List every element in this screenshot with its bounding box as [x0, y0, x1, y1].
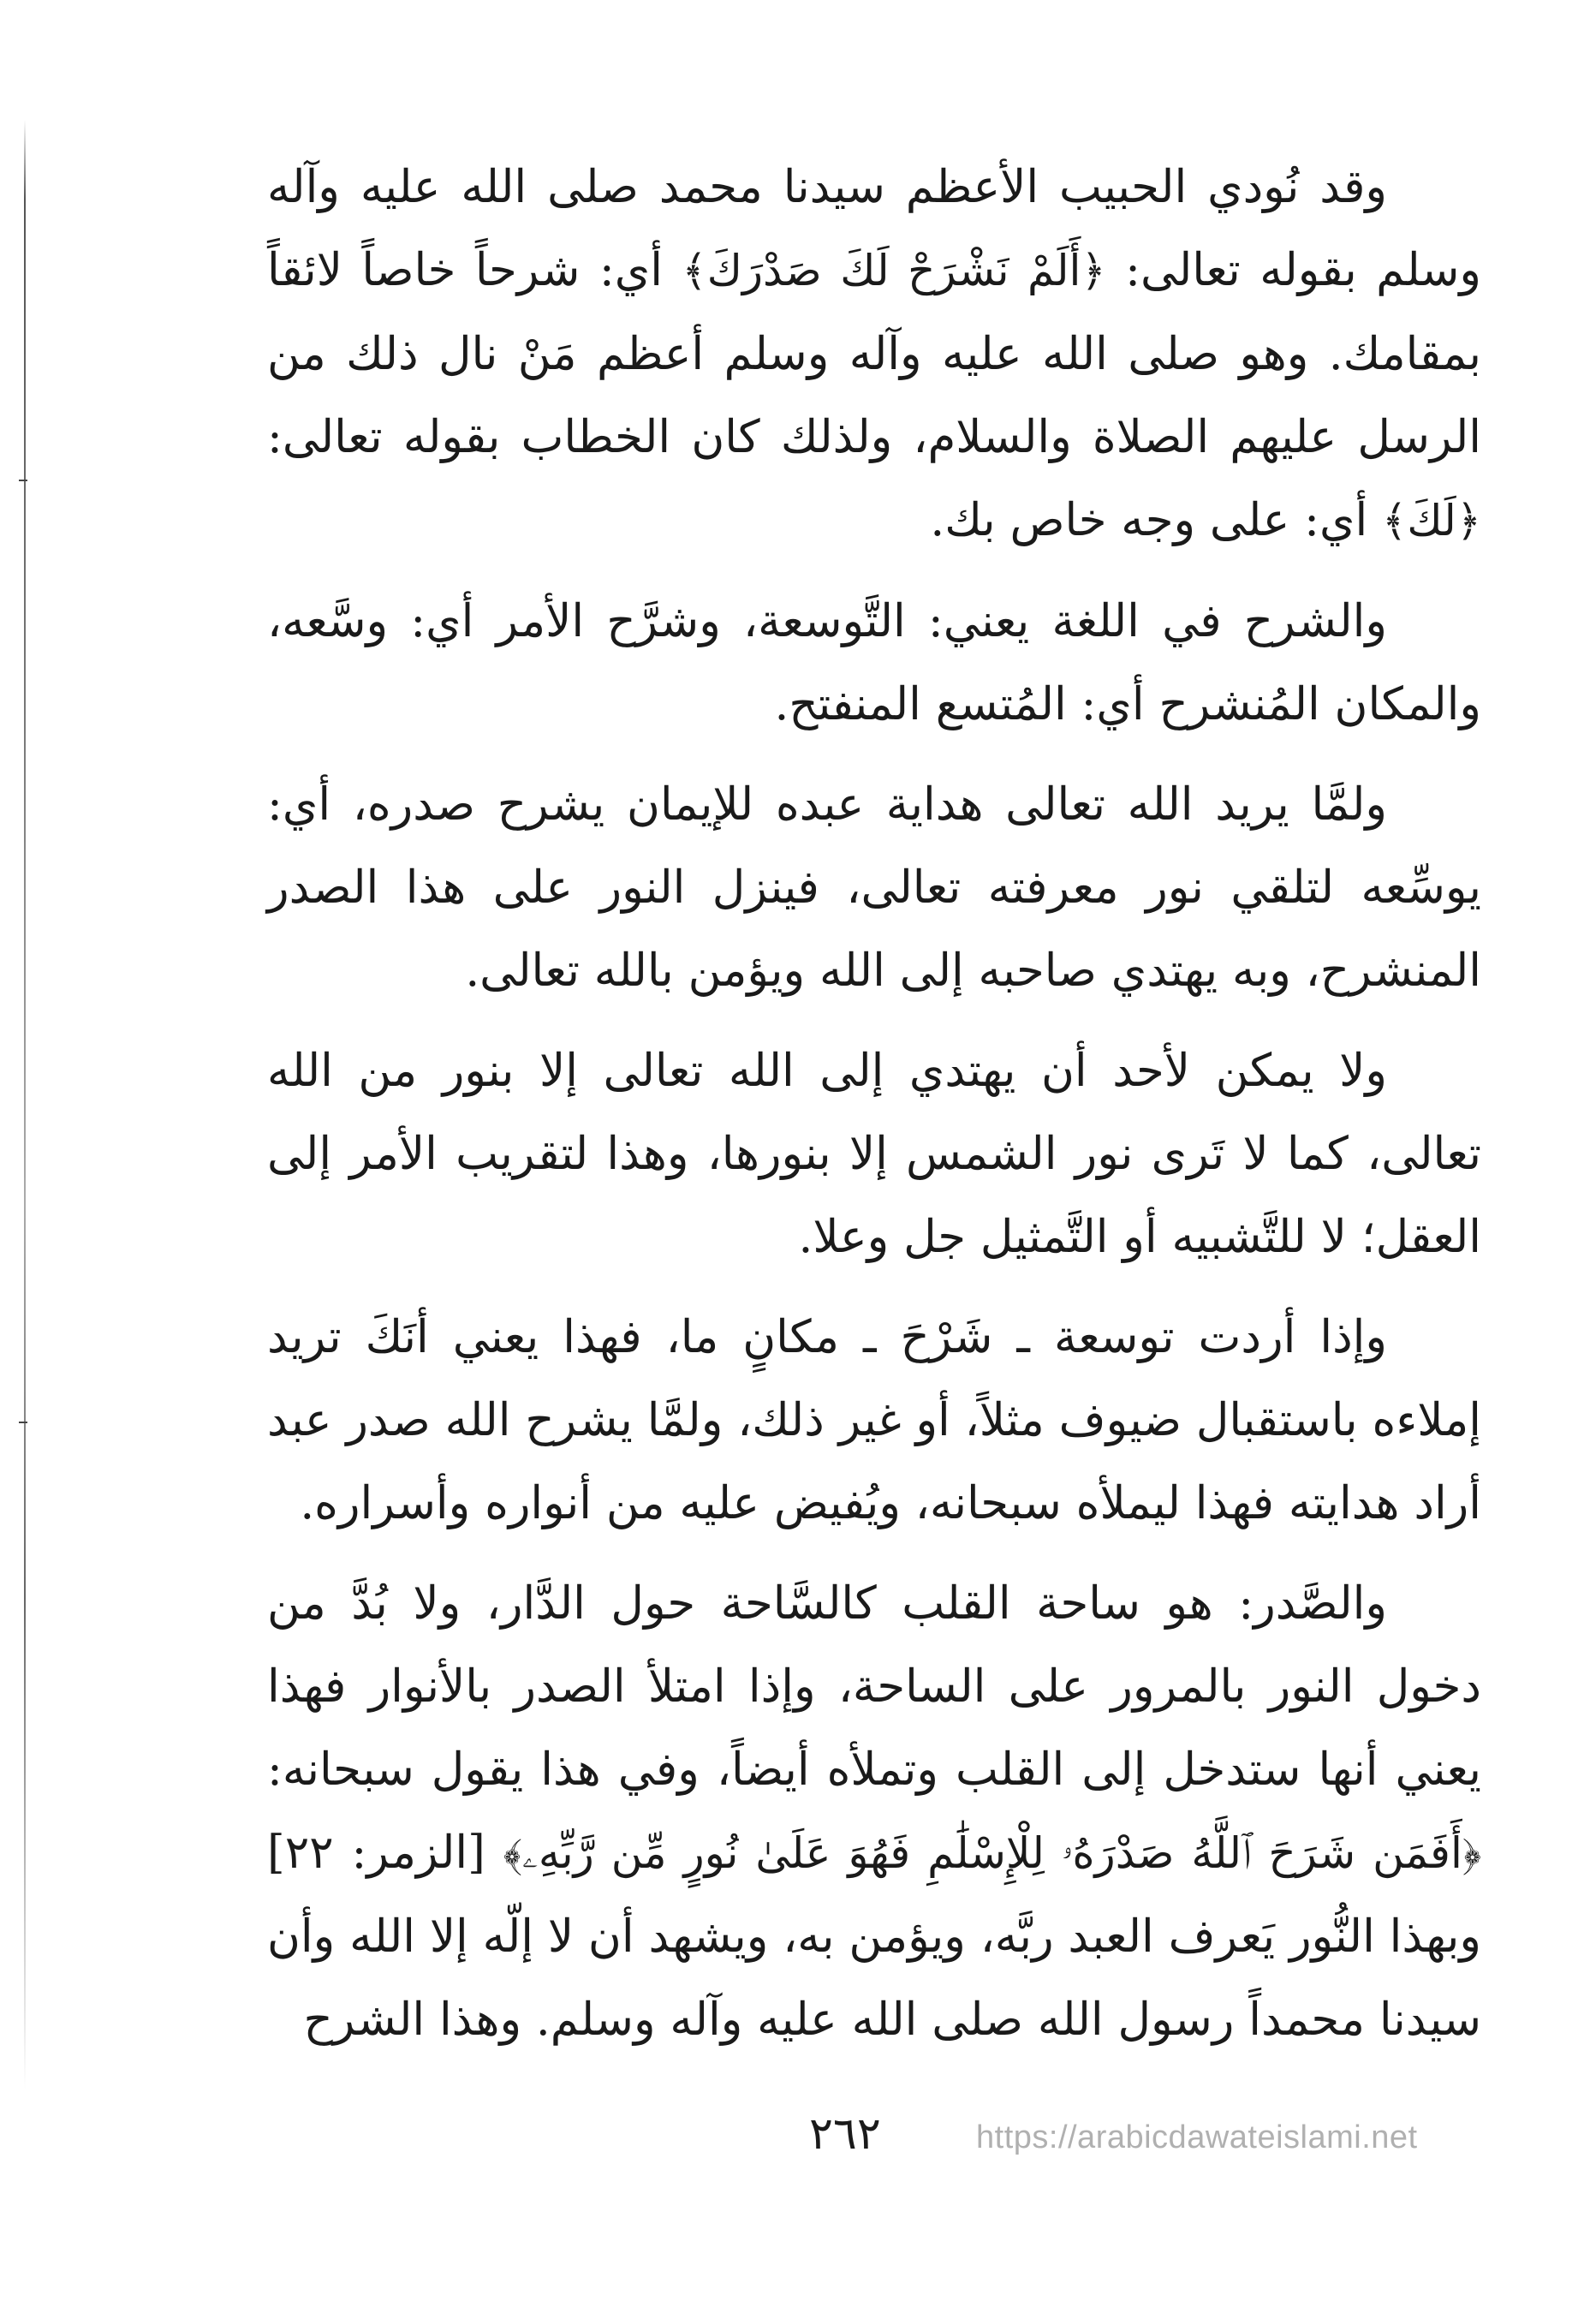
paragraph: [267, 1296, 1481, 1545]
quran-verse: ﴿أَفَمَن شَرَحَ ٱللَّهُ صَدْرَهُۥ لِلْإِسْلَٰمِ فَهُوَ عَلَىٰ نُورٍ مِّن رَّبِّهِۦ﴾: [503, 1828, 1481, 1878]
paragraph-text: أي: شرحاً خاصاً لائقاً بمقامك. وهو صلى الله عليه وآله وسلم أعظم مَنْ نال ذلك من الرسل عليهم الصلاة والسلام، ولذلك كان الخطاب بقوله تعالى:: [267, 244, 1481, 463]
quran-verse: ﴿لَكَ﴾: [1382, 496, 1481, 545]
paragraph-text: ولمَّا يريد الله تعالى هداية عبده للإيمان يشرح صدره، أي: يوسِّعه لتلقي نور معرفته تعالى، فينزل النور على هذا الصدر المنشرح، وبه يهتدي صاحبه إلى الله ويؤمن بالله تعالى.: [267, 778, 1481, 997]
paragraph-text: وإذا أردت توسعة ـ شَرْحَ ـ مكانٍ ما، فهذا يعني أنَكَ تريد إملاءه باستقبال ضيوف مثلاً، أو غير ذلك، ولمَّا يشرح الله صدر عبد أراد هدايته فهذا ليملأه سبحانه، ويُفيض عليه من أنواره وأسراره.: [267, 1311, 1481, 1529]
quran-verse: ﴿أَلَمْ نَشْرَحْ لَكَ صَدْرَكَ﴾: [682, 246, 1106, 295]
paragraph-text: [الزمر: ٢٢] وبهذا النُّور يَعرف العبد ربَّه، ويؤمن به، ويشهد أن لا إلّه إلا الله وأن سيدنا محمداً رسول الله صلى الله عليه وآله وسلم. وهذا الشرح: [267, 1827, 1481, 2046]
paragraph-text: وقد نُودي الحبيب الأعظم سيدنا محمد صلى الله عليه وآله وسلم بقوله تعالى:: [267, 161, 1481, 296]
scan-edge-tick: [19, 480, 27, 481]
site-watermark: https://arabicdawateislami.net: [976, 2119, 1418, 2155]
paragraph-text: والشرح في اللغة يعني: التَّوسعة، وشرَّح الأمر أي: وسَّعه، والمكان المُنشرح أي: المُتسع المنفتح.: [267, 595, 1481, 730]
paragraph: [267, 580, 1481, 746]
paragraph: [267, 1029, 1481, 1279]
paragraph: [267, 1562, 1481, 2061]
paragraph: [267, 146, 1481, 563]
page-body-text: [267, 146, 1481, 2078]
scan-border-line: [24, 120, 26, 2089]
paragraph-text: والصَّدر: هو ساحة القلب كالسَّاحة حول الدَّار، ولا بُدَّ من دخول النور بالمرور على الساحة، وإذا امتلأ الصدر بالأنوار فهذا يعني أنها ستدخل إلى القلب وتملأه أيضاً، وفي هذا يقول سبحانه:: [267, 1577, 1482, 1796]
paragraph-text: أي: على وجه خاص بك.: [930, 494, 1383, 546]
page-number: ٢٦٢: [809, 2108, 881, 2160]
paragraph-text: ولا يمكن لأحد أن يهتدي إلى الله تعالى إلا بنور من الله تعالى، كما لا تَرى نور الشمس إلا بنورها، وهذا لتقريب الأمر إلى العقل؛ لا للتَّشبيه أو التَّمثيل جل وعلا.: [267, 1045, 1481, 1263]
paragraph: [267, 763, 1481, 1012]
scan-edge-tick: [19, 1422, 27, 1423]
